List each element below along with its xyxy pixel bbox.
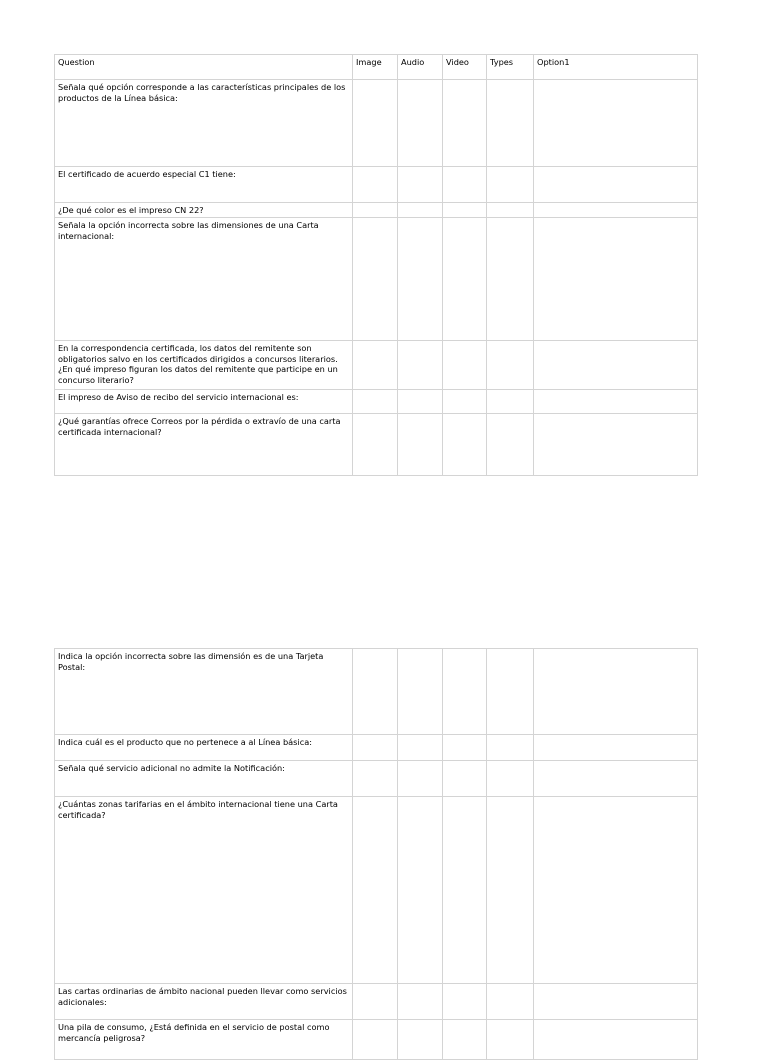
audio-cell (398, 649, 443, 735)
table-row (55, 984, 698, 1020)
audio-cell (398, 414, 443, 476)
image-cell (353, 167, 398, 203)
option1-cell (534, 984, 698, 1020)
table-row (55, 167, 698, 203)
question-cell: El certificado de acuerdo especial C1 tiene: (55, 167, 353, 203)
audio-cell (398, 390, 443, 414)
questions-table-top (54, 54, 698, 476)
table-row (55, 390, 698, 414)
types-cell (487, 1020, 534, 1060)
video-cell (443, 80, 487, 167)
image-cell (353, 414, 398, 476)
table-row (55, 761, 698, 797)
types-cell (487, 390, 534, 414)
audio-cell (398, 167, 443, 203)
video-cell (443, 390, 487, 414)
question-cell: ¿Qué garantías ofrece Correos por la pérdida o extravío de una carta certificada internacional? (55, 414, 353, 476)
video-cell (443, 649, 487, 735)
audio-cell (398, 341, 443, 390)
types-cell (487, 203, 534, 218)
questions-table-bottom (54, 648, 698, 1060)
image-cell (353, 984, 398, 1020)
table-row (55, 735, 698, 761)
video-cell (443, 735, 487, 761)
option1-cell (534, 761, 698, 797)
types-cell (487, 218, 534, 341)
audio-cell (398, 984, 443, 1020)
option1-cell (534, 167, 698, 203)
image-cell (353, 390, 398, 414)
image-cell (353, 797, 398, 984)
types-cell (487, 80, 534, 167)
table-row (55, 218, 698, 341)
header-audio: Audio (398, 55, 443, 80)
image-cell (353, 1020, 398, 1060)
image-cell (353, 649, 398, 735)
table-row (55, 649, 698, 735)
question-cell: Una pila de consumo, ¿Está definida en el servicio de postal como mercancía peligrosa? (55, 1020, 353, 1060)
table-row (55, 414, 698, 476)
video-cell (443, 1020, 487, 1060)
header-types: Types (487, 55, 534, 80)
table-row (55, 341, 698, 390)
option1-cell (534, 797, 698, 984)
option1-cell (534, 649, 698, 735)
question-cell: El impreso de Aviso de recibo del servicio internacional es: (55, 390, 353, 414)
question-cell: ¿Cuántas zonas tarifarias en el ámbito internacional tiene una Carta certificada? (55, 797, 353, 984)
video-cell (443, 218, 487, 341)
question-cell: Indica cuál es el producto que no pertenece a al Línea básica: (55, 735, 353, 761)
image-cell (353, 80, 398, 167)
types-cell (487, 797, 534, 984)
table-row (55, 797, 698, 984)
option1-cell (534, 203, 698, 218)
video-cell (443, 167, 487, 203)
option1-cell (534, 80, 698, 167)
audio-cell (398, 761, 443, 797)
audio-cell (398, 80, 443, 167)
image-cell (353, 341, 398, 390)
types-cell (487, 341, 534, 390)
question-cell: Señala qué servicio adicional no admite la Notificación: (55, 761, 353, 797)
question-cell: Señala la opción incorrecta sobre las dimensiones de una Carta internacional: (55, 218, 353, 341)
image-cell (353, 218, 398, 341)
video-cell (443, 414, 487, 476)
types-cell (487, 984, 534, 1020)
option1-cell (534, 390, 698, 414)
types-cell (487, 167, 534, 203)
types-cell (487, 414, 534, 476)
image-cell (353, 203, 398, 218)
image-cell (353, 761, 398, 797)
audio-cell (398, 218, 443, 341)
table-row (55, 80, 698, 167)
types-cell (487, 735, 534, 761)
question-cell: Las cartas ordinarias de ámbito nacional pueden llevar como servicios adicionales: (55, 984, 353, 1020)
audio-cell (398, 797, 443, 984)
question-cell: Señala qué opción corresponde a las características principales de los productos de la Línea básica: (55, 80, 353, 167)
table-row (55, 203, 698, 218)
video-cell (443, 797, 487, 984)
question-cell: Indica la opción incorrecta sobre las dimensión es de una Tarjeta Postal: (55, 649, 353, 735)
image-cell (353, 735, 398, 761)
types-cell (487, 649, 534, 735)
header-row (55, 55, 698, 80)
option1-cell (534, 341, 698, 390)
audio-cell (398, 1020, 443, 1060)
option1-cell (534, 218, 698, 341)
header-image: Image (353, 55, 398, 80)
audio-cell (398, 203, 443, 218)
option1-cell (534, 735, 698, 761)
question-cell: ¿De qué color es el impreso CN 22? (55, 203, 353, 218)
video-cell (443, 761, 487, 797)
table-row (55, 1020, 698, 1060)
video-cell (443, 341, 487, 390)
video-cell (443, 984, 487, 1020)
header-option1: Option1 (534, 55, 698, 80)
audio-cell (398, 735, 443, 761)
question-cell: En la correspondencia certificada, los datos del remitente son obligatorios salvo en los certificados dirigidos a concursos literarios. ¿En qué impreso figuran los datos del remitente que participe en un concurso literario? (55, 341, 353, 390)
header-video: Video (443, 55, 487, 80)
option1-cell (534, 414, 698, 476)
video-cell (443, 203, 487, 218)
header-question: Question (55, 55, 353, 80)
types-cell (487, 761, 534, 797)
option1-cell (534, 1020, 698, 1060)
